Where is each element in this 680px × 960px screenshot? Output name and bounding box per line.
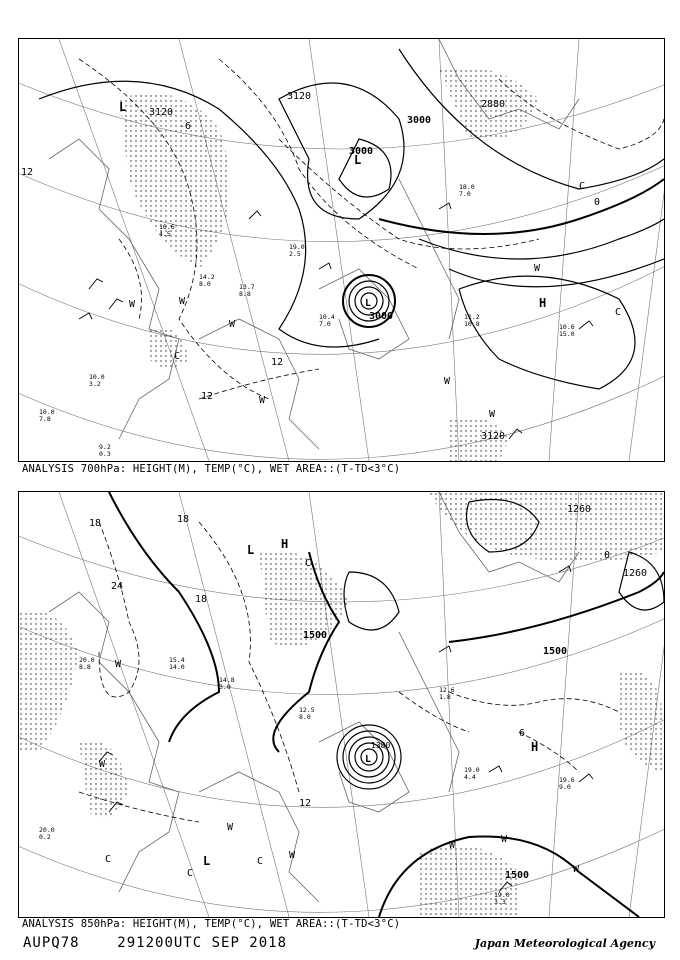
- isotherm-labels-700: [21, 121, 600, 402]
- svg-text:20.0: 20.0: [79, 656, 95, 664]
- low-marker: L: [354, 153, 362, 167]
- isotherm-label: 18: [195, 594, 208, 605]
- svg-text:9.2: 9.2: [99, 443, 111, 451]
- isotherm-label: 18: [89, 518, 102, 529]
- svg-text:10.8: 10.8: [464, 320, 480, 328]
- contour-label: 1500: [543, 646, 568, 657]
- svg-text:19.0: 19.0: [289, 243, 305, 251]
- contour-label: 2880: [481, 99, 506, 110]
- contour-label: 1380: [371, 741, 391, 750]
- high-marker: H: [281, 537, 289, 551]
- svg-text:7.8: 7.8: [39, 415, 51, 423]
- contour-label: 3120: [287, 91, 312, 102]
- contour-label: 3000: [349, 146, 374, 157]
- high-marker: H: [531, 740, 539, 754]
- wet-area-850: [19, 492, 664, 917]
- svg-text:20.0: 20.0: [39, 826, 55, 834]
- warm-marker: W: [449, 840, 456, 851]
- cold-marker: C: [105, 854, 112, 865]
- low-marker: L: [203, 854, 211, 868]
- contour-label: 3000: [369, 311, 394, 322]
- cold-marker: C: [615, 307, 622, 318]
- svg-text:8.0: 8.0: [299, 713, 311, 721]
- svg-text:4.4: 4.4: [464, 773, 476, 781]
- isotherm-label: 12: [299, 798, 312, 809]
- svg-text:8.8: 8.8: [239, 290, 251, 298]
- contour-label: 3120: [149, 107, 174, 118]
- warm-marker: W: [259, 395, 266, 406]
- contour-label: 1500: [303, 630, 328, 641]
- low-marker: L: [365, 754, 372, 765]
- warm-marker: W: [573, 864, 580, 875]
- svg-text:0.2: 0.2: [39, 833, 51, 841]
- svg-text:3.0: 3.0: [219, 683, 231, 691]
- contour-label: 3120: [481, 431, 506, 442]
- high-marker: H: [539, 296, 547, 310]
- low-marker: L: [247, 543, 255, 557]
- svg-text:10.0: 10.0: [89, 373, 105, 381]
- svg-text:19.6: 19.6: [559, 776, 575, 784]
- graticule-700: [19, 39, 664, 461]
- svg-text:15.4: 15.4: [169, 656, 185, 664]
- isotherm-label: 6: [519, 728, 526, 739]
- svg-text:12.6: 12.6: [439, 686, 455, 694]
- product-id: AUPQ78: [23, 935, 80, 951]
- svg-text:8.8: 8.8: [79, 663, 91, 671]
- isotherm-label: 12: [271, 357, 284, 368]
- chart-850hpa: [18, 491, 665, 918]
- warm-marker: W: [115, 659, 122, 670]
- valid-time: 291200UTC SEP 2018: [117, 935, 288, 951]
- warm-marker: W: [489, 409, 496, 420]
- cold-marker: C: [257, 856, 264, 867]
- svg-text:14.8: 14.8: [219, 676, 235, 684]
- svg-text:10.6: 10.6: [159, 223, 175, 231]
- svg-text:4.5: 4.5: [159, 230, 171, 238]
- warm-marker: W: [534, 263, 541, 274]
- svg-text:18.0: 18.0: [459, 183, 475, 191]
- warm-marker: W: [129, 299, 136, 310]
- cold-marker: C: [187, 868, 194, 879]
- svg-text:10.6: 10.6: [559, 323, 575, 331]
- map-700hpa: [19, 39, 664, 461]
- cold-marker: C: [174, 351, 181, 362]
- svg-text:19.0: 19.0: [464, 766, 480, 774]
- contour-label: 1260: [567, 504, 592, 515]
- low-marker: L: [119, 100, 127, 114]
- isotherm-label: 12: [21, 167, 34, 178]
- svg-text:8.0: 8.0: [199, 280, 211, 288]
- svg-text:15.0: 15.0: [559, 330, 575, 338]
- warm-marker: W: [289, 850, 296, 861]
- contour-label: 3000: [407, 115, 432, 126]
- warm-marker: W: [501, 834, 508, 845]
- svg-text:13.7: 13.7: [239, 283, 255, 291]
- svg-text:7.0: 7.0: [459, 190, 471, 198]
- contour-label: 1260: [623, 568, 648, 579]
- isotherm-label: -6: [179, 121, 192, 132]
- isotherm-label: 24: [111, 581, 124, 592]
- svg-text:1.8: 1.8: [439, 693, 451, 701]
- svg-text:9.0: 9.0: [559, 783, 571, 791]
- caption-850hpa: ANALYSIS 850hPa: HEIGHT(M), TEMP(°C), WET AREA::(T-TD<3°C): [22, 918, 401, 930]
- wind-barbs-700: [79, 203, 593, 439]
- cold-marker: C: [305, 558, 312, 569]
- svg-text:14.2: 14.2: [199, 273, 215, 281]
- chart-700hpa: [18, 38, 665, 462]
- isotherm-label: 0: [594, 197, 601, 208]
- warm-marker: W: [227, 822, 234, 833]
- warm-marker: W: [229, 319, 236, 330]
- low-marker: L: [365, 298, 372, 309]
- cold-marker: C: [579, 181, 586, 192]
- caption-700hpa: ANALYSIS 700hPa: HEIGHT(M), TEMP(°C), WET AREA::(T-TD<3°C): [22, 463, 401, 475]
- svg-text:2.5: 2.5: [289, 250, 301, 258]
- svg-text:10.4: 10.4: [319, 313, 335, 321]
- svg-text:11.2: 11.2: [464, 313, 480, 321]
- product-header: [23, 935, 287, 951]
- svg-text:12.5: 12.5: [299, 706, 315, 714]
- svg-text:10.0: 10.0: [39, 408, 55, 416]
- isotherm-label: 12: [201, 391, 214, 402]
- isotherm-label: 0: [604, 550, 611, 561]
- warm-marker: W: [99, 759, 106, 770]
- isotherm-label: 18: [177, 514, 190, 525]
- svg-text:19.0: 19.0: [494, 891, 510, 899]
- svg-text:3.3: 3.3: [494, 898, 506, 906]
- svg-text:7.0: 7.0: [319, 320, 331, 328]
- agency-name: Japan Meteorological Agency: [474, 937, 655, 950]
- svg-text:3.2: 3.2: [89, 380, 101, 388]
- contour-label: 1500: [505, 870, 530, 881]
- svg-text:14.0: 14.0: [169, 663, 185, 671]
- warm-marker: W: [179, 296, 186, 307]
- map-850hpa: [19, 492, 664, 917]
- coastline-850: [49, 492, 579, 902]
- svg-text:0.3: 0.3: [99, 450, 111, 458]
- warm-marker: W: [444, 376, 451, 387]
